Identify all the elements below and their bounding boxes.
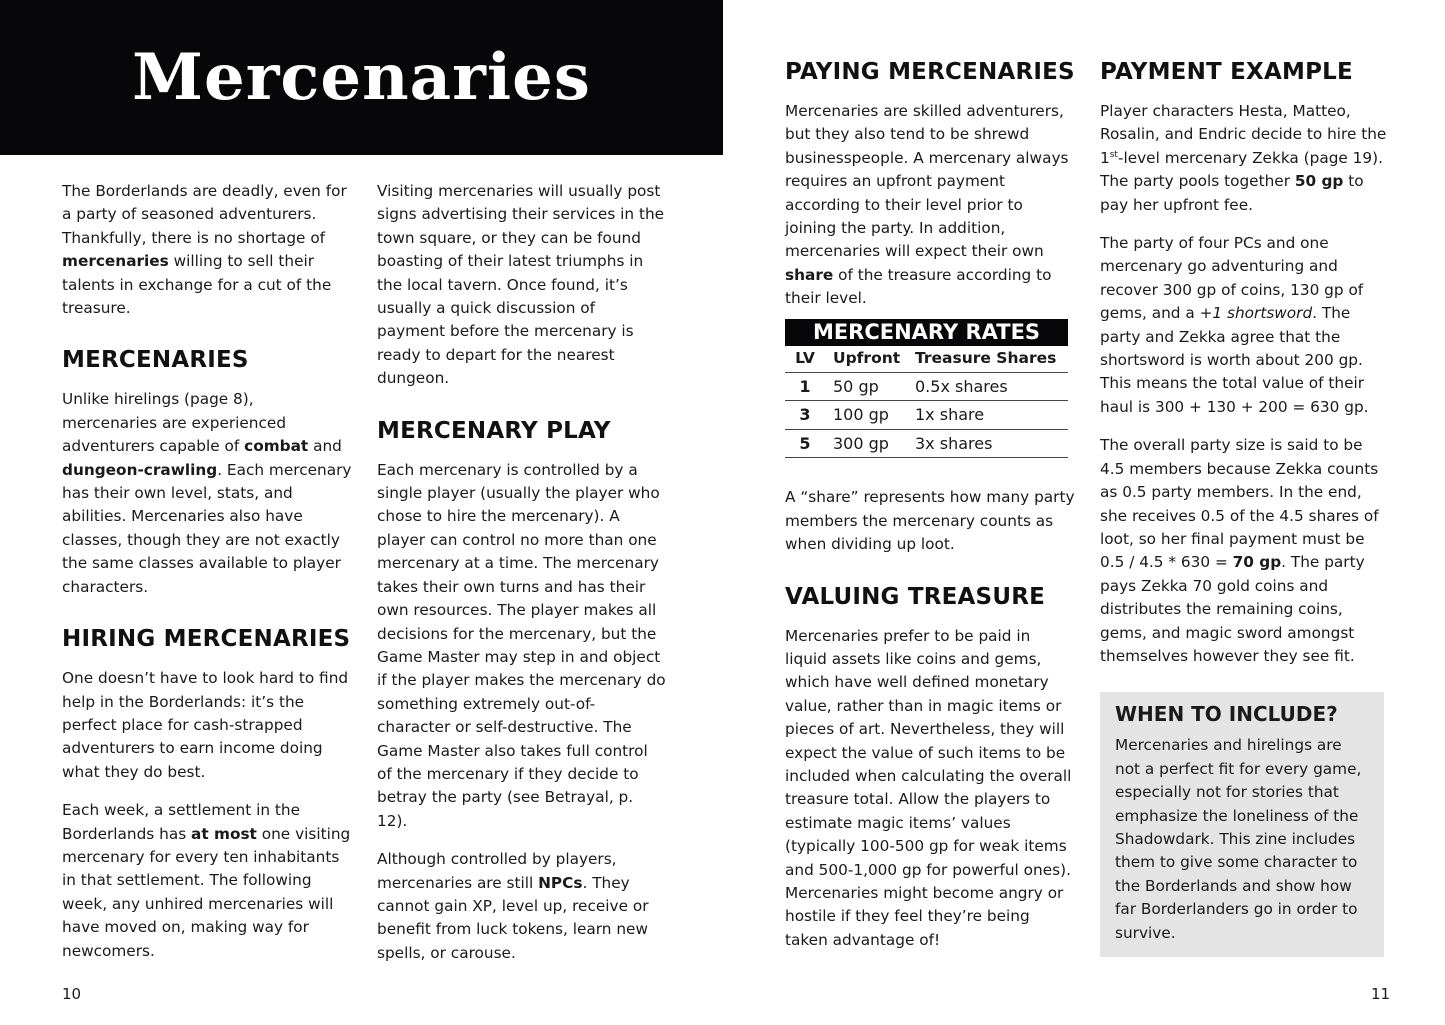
cell-shares: 0.5x shares bbox=[915, 373, 1068, 401]
page-title: Mercenaries bbox=[132, 40, 591, 115]
share-paragraph: A “share” represents how many party members the mercenary counts as when dividing up loot. bbox=[785, 488, 1075, 554]
example-paragraph-3: The overall party size is said to be 4.5 members because Zekka counts as 0.5 party members. In the end, she receives 0.5 of the 4.5 shares of loot, so her final payment must be 0.5 / 4.5 * 630 = 70 gp. The party pays Zekka 70 gold coins and distributes the remaining coins, gems, and magic sword amongst themselves however they see fit. bbox=[1100, 436, 1379, 665]
mercenary-rates-table bbox=[785, 319, 1068, 459]
valuing-paragraph: Mercenaries prefer to be paid in liquid assets like coins and gems, which have well defined monetary value, rather than in magic items or pieces of art. Nevertheless, they will expect the value of such items to be included when calculating the overall treasure total. Allow the players to estimate magic items’ values (typically 100-500 gp for weak items and 500-1,000 gp for powerful ones). Mercenaries might become angry or hostile if they feel they’re being taken advantage of! bbox=[785, 626, 1072, 949]
sidebar-box-when-to-include bbox=[1100, 692, 1384, 957]
table-row bbox=[785, 401, 1068, 429]
heading-paying-mercenaries: PAYING MERCENARIES bbox=[785, 59, 1075, 85]
header-upfront: Upfront bbox=[825, 346, 915, 373]
table-row bbox=[785, 373, 1068, 401]
page-number-right: 11 bbox=[1371, 985, 1391, 1003]
npcs-paragraph: Although controlled by players, mercenaries are still NPCs. They cannot gain XP, level up, receive or benefit from luck tokens, learn new spells, or carouse. bbox=[377, 850, 649, 962]
heading-mercenary-play: MERCENARY PLAY bbox=[377, 417, 611, 444]
intro-paragraph: The Borderlands are deadly, even for a party of seasoned adventurers. Thankfully, there is no shortage of mercenaries willing to sell their talents in exchange for a cut of the treasure. bbox=[62, 182, 347, 318]
box-title: WHEN TO INCLUDE? bbox=[1115, 702, 1338, 727]
paying-paragraph: Mercenaries are skilled adventurers, but they also tend to be shrewd businesspeople. A mercenary always requires an upfront payment according to their level prior to joining the party. In addition, mercenaries will expect their own share of the treasure according to their level. bbox=[785, 102, 1069, 308]
heading-valuing-treasure: VALUING TREASURE bbox=[785, 583, 1046, 610]
heading-payment-example: PAYMENT EXAMPLE bbox=[1100, 59, 1353, 85]
column-2 bbox=[377, 180, 667, 980]
cell-shares: 3x shares bbox=[915, 429, 1068, 457]
heading-hiring-mercenaries: HIRING MERCENARIES bbox=[62, 626, 351, 653]
cell-shares: 1x share bbox=[915, 401, 1068, 429]
hiring-paragraph-1: One doesn’t have to look hard to find help in the Borderlands: it’s the perfect place for cash-strapped adventurers to earn income doing what they do best. bbox=[62, 669, 349, 781]
cell-upfront: 50 gp bbox=[825, 373, 915, 401]
visiting-paragraph: Visiting mercenaries will usually post signs advertising their services in the town square, or they can be found boasting of their latest triumphs in the local tavern. Once found, it’s usually a quick discussion of payment before the mercenary is ready to depart for the nearest dungeon. bbox=[377, 182, 665, 388]
header-treasure-shares: Treasure Shares bbox=[915, 346, 1068, 373]
column-4 bbox=[1100, 58, 1390, 957]
table-title: MERCENARY RATES bbox=[785, 319, 1068, 346]
hiring-paragraph-2: Each week, a settlement in the Borderlands has at most one visiting mercenary for every ten inhabitants in that settlement. The following week, any unhired mercenaries will have moved on, making way for newcomers. bbox=[62, 801, 351, 960]
example-paragraph-1: Player characters Hesta, Matteo, Rosalin, and Endric decide to hire the 1st-level mercenary Zekka (page 19). The party pools together 50 gp to pay her upfront fee. bbox=[1100, 102, 1387, 214]
cell-upfront: 100 gp bbox=[825, 401, 915, 429]
column-1 bbox=[62, 180, 352, 978]
page-number-left: 10 bbox=[62, 985, 82, 1003]
table-row bbox=[785, 429, 1068, 457]
cell-level: 3 bbox=[785, 401, 825, 429]
column-3 bbox=[785, 58, 1075, 967]
title-banner bbox=[0, 0, 723, 155]
table-header-row bbox=[785, 346, 1068, 373]
header-lv: LV bbox=[785, 346, 825, 373]
mercenaries-paragraph: Unlike hirelings (page 8), mercenaries are experienced adventurers capable of combat and dungeon-crawling. Each mercenary has their own level, stats, and abilities. Mercenaries also have classes, though they are not exactly the same classes available to player characters. bbox=[62, 390, 352, 596]
cell-level: 5 bbox=[785, 429, 825, 457]
heading-mercenaries: MERCENARIES bbox=[62, 347, 249, 374]
cell-level: 1 bbox=[785, 373, 825, 401]
cell-upfront: 300 gp bbox=[825, 429, 915, 457]
box-body: Mercenaries and hirelings are not a perfect fit for every game, especially not for stories that emphasize the loneliness of the Shadowdark. This zine includes them to give some character to the Borderlands and show how far Borderlanders go in order to survive. bbox=[1115, 736, 1362, 942]
play-paragraph: Each mercenary is controlled by a single player (usually the player who chose to hire the mercenary). A player can control no more than one mercenary at a time. The mercenary takes their own turns and has their own resources. The player makes all decisions for the mercenary, but the Game Master may step in and object if the player makes the mercenary do something extremely out-of-character or self-destructive. The Game Master also takes full control of the mercenary if they decide to betray the party (see Betrayal, p. 12). bbox=[377, 460, 666, 830]
example-paragraph-2: The party of four PCs and one mercenary go adventuring and recover 300 gp of coins, 130 gp of gems, and a +1 shortsword. The party and Zekka agree that the shortsword is worth about 200 gp. This means the total value of their haul is 300 + 130 + 200 = 630 gp. bbox=[1100, 234, 1369, 416]
